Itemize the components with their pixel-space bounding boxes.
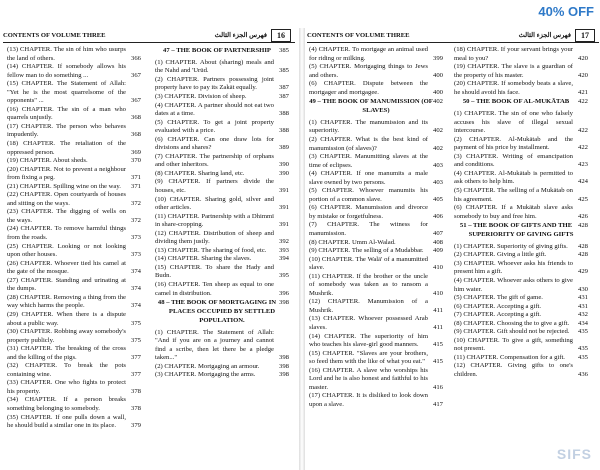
toc-entry-text: (17) CHAPTER. It is disliked to look down upon a slave. bbox=[309, 392, 428, 408]
watermark: SIFS bbox=[556, 446, 592, 462]
toc-entry-page: 378 bbox=[131, 387, 141, 395]
toc-entry[interactable] bbox=[155, 93, 289, 102]
toc-entry-text: (15) CHAPTER. "Slaves are your brothers, so feed them with the like of what you eat." bbox=[309, 349, 428, 366]
toc-entry-text: (8) CHAPTER. Sharing land, etc. bbox=[155, 169, 245, 177]
toc-entry[interactable] bbox=[309, 80, 443, 97]
toc-entry-page: 422 bbox=[578, 144, 588, 152]
toc-entry-text: (10) CHAPTER. Sharing gold, silver and other articles. bbox=[155, 195, 274, 212]
toc-entry-page: 372 bbox=[131, 199, 141, 207]
toc-entry[interactable] bbox=[454, 260, 588, 277]
toc-entry-text: (6) CHAPTER. Accepting a gift. bbox=[454, 302, 542, 310]
toc-entry-page: 422 bbox=[578, 127, 588, 135]
toc-entry[interactable] bbox=[7, 345, 141, 362]
toc-entry-text: (14) CHAPTER. If somebody allows his fellow man to do something ... bbox=[7, 63, 126, 79]
toc-entry-text: (1) CHAPTER. About (sharing) meals and the Nahd and 'Urūd. bbox=[155, 58, 274, 75]
toc-entry[interactable] bbox=[309, 350, 443, 367]
toc-entry-page: 374 bbox=[131, 285, 141, 293]
toc-entry-text: (8) CHAPTER. Umm Al-Walad. bbox=[309, 238, 396, 246]
toc-entry-text: (2) CHAPTER. Partners possessing joint property have to pay its Zakāt equally. bbox=[155, 75, 274, 92]
toc-entry-text: (12) CHAPTER. Giving gifts to one's children. bbox=[454, 362, 573, 378]
toc-entry-page: 391 bbox=[279, 221, 289, 229]
toc-entry-page: 368 bbox=[131, 114, 141, 122]
toc-entry[interactable] bbox=[309, 298, 443, 315]
toc-entry[interactable] bbox=[7, 260, 141, 277]
toc-entry[interactable] bbox=[155, 247, 289, 256]
toc-entry-page: 393 bbox=[279, 246, 289, 254]
toc-entry-page: 402 bbox=[433, 144, 443, 152]
toc-entry-page: 392 bbox=[279, 238, 289, 246]
toc-entry-text: (6) CHAPTER. Manumission and divorce by mistake or forgetfulness. bbox=[309, 204, 428, 220]
toc-entry-text: (21) CHAPTER. Spilling wine on the way. bbox=[7, 182, 121, 190]
toc-entry-page: 375 bbox=[131, 336, 141, 344]
toc-entry[interactable] bbox=[309, 204, 443, 221]
toc-entry-text: (33) CHAPTER. One who fights to protect his property. bbox=[7, 379, 126, 395]
toc-entry-text: (14) CHAPTER. The superiority of him who teaches his slave-girl good manners. bbox=[309, 332, 428, 349]
toc-entry-page: 421 bbox=[578, 88, 588, 96]
toc-entry-text: (20) CHAPTER. If somebody beats a slave, he should avoid his face. bbox=[454, 80, 573, 96]
toc-entry-page: 385 bbox=[279, 67, 289, 75]
toc-entry[interactable] bbox=[454, 110, 588, 136]
toc-entry[interactable] bbox=[454, 187, 588, 204]
toc-entry-text: (5) CHAPTER. To get a joint property evaluated with a price. bbox=[155, 118, 274, 135]
toc-entry-text: (17) CHAPTER. The person who behaves impudently. bbox=[7, 122, 126, 139]
toc-entry[interactable] bbox=[7, 243, 141, 260]
toc-entry-text: (3) CHAPTER. Writing of emancipation and conditions. bbox=[454, 152, 573, 169]
toc-entry[interactable] bbox=[7, 328, 141, 345]
toc-entry-page: 387 bbox=[279, 84, 289, 92]
toc-entry[interactable] bbox=[454, 311, 588, 320]
toc-entry-page: 400 bbox=[433, 71, 443, 79]
toc-entry-page: 366 bbox=[131, 54, 141, 62]
toc-entry[interactable] bbox=[454, 170, 588, 187]
toc-entry-text: (10) CHAPTER. To give a gift, something not present. bbox=[454, 336, 573, 353]
toc-entry-text: (2) CHAPTER. Giving a little gift. bbox=[454, 251, 547, 259]
toc-entry-page: 410 bbox=[433, 264, 443, 272]
toc-entry[interactable] bbox=[309, 119, 443, 136]
toc-entry-text: (18) CHAPTER. If your servant brings your meal to you? bbox=[454, 46, 573, 62]
toc-entry[interactable] bbox=[7, 46, 141, 63]
toc-entry-page: 416 bbox=[433, 383, 443, 391]
toc-entry-text: (30) CHAPTER. Robbing away somebody's property publicly. bbox=[7, 328, 126, 344]
toc-entry-page: 405 bbox=[433, 195, 443, 203]
toc-entry-page: 367 bbox=[131, 97, 141, 105]
toc-entry[interactable] bbox=[309, 392, 443, 409]
toc-entry-page: 396 bbox=[279, 289, 289, 297]
toc-entry-page: 435 bbox=[578, 345, 588, 353]
toc-entry-page: 377 bbox=[131, 353, 141, 361]
toc-entry[interactable] bbox=[7, 183, 141, 192]
toc-entry[interactable] bbox=[454, 63, 588, 80]
right-page-header bbox=[307, 28, 599, 43]
left-page bbox=[3, 28, 295, 470]
left-header-arabic: فهرس الجزء الثالث bbox=[214, 32, 267, 39]
toc-entry[interactable] bbox=[309, 221, 443, 238]
toc-entry-text: (1) CHAPTER. The sin of one who falsely accuses his slave of illegal sexual intercourse. bbox=[454, 110, 573, 135]
toc-entry-page: 403 bbox=[433, 161, 443, 169]
toc-entry-page: 398 bbox=[279, 354, 289, 362]
toc-entry-text: (5) CHAPTER. Mortgaging things to Jews and others. bbox=[309, 63, 428, 79]
toc-entry-page: 436 bbox=[578, 370, 588, 378]
toc-entry[interactable] bbox=[155, 102, 289, 119]
section-heading[interactable] bbox=[454, 98, 588, 107]
toc-entry-page: 429 bbox=[578, 268, 588, 276]
toc-entry-page: 367 bbox=[131, 71, 141, 79]
toc-entry[interactable] bbox=[454, 277, 588, 294]
toc-entry-page: 374 bbox=[131, 302, 141, 310]
toc-entry-page: 415 bbox=[433, 341, 443, 349]
toc-entry[interactable] bbox=[309, 46, 443, 63]
toc-entry-page: 406 bbox=[433, 212, 443, 220]
section-title: 50 – THE BOOK OF AL-MUKĀTAB bbox=[462, 98, 570, 106]
toc-entry[interactable] bbox=[155, 264, 289, 281]
toc-entry-page: 424 bbox=[578, 178, 588, 186]
section-page: 385 bbox=[279, 47, 289, 54]
section-page: 422 bbox=[578, 98, 588, 106]
toc-entry[interactable] bbox=[7, 123, 141, 140]
toc-entry-text: (20) CHAPTER. Not to prevent a neighbour from fixing a peg. bbox=[7, 165, 126, 182]
toc-entry-page: 402 bbox=[433, 127, 443, 135]
toc-entry-text: (1) CHAPTER. The manumission and its superiority. bbox=[309, 118, 428, 135]
section-page: 402 bbox=[433, 98, 443, 106]
toc-entry-text: (9) CHAPTER. Gift should not be rejected. bbox=[454, 328, 570, 336]
toc-entry-page: 423 bbox=[578, 161, 588, 169]
toc-entry[interactable] bbox=[7, 140, 141, 157]
toc-entry-text: (4) CHAPTER. To mortgage an animal used for riding or milking. bbox=[309, 46, 428, 62]
toc-entry-text: (24) CHAPTER. To remove harmful things from the roads. bbox=[7, 225, 126, 242]
toc-entry[interactable] bbox=[155, 363, 289, 372]
toc-entry-page: 368 bbox=[131, 131, 141, 139]
toc-entry-text: (1) CHAPTER. Superiority of giving gifts. bbox=[454, 242, 568, 250]
toc-entry[interactable] bbox=[454, 46, 588, 63]
toc-entry-text: (6) CHAPTER. Dispute between the mortgager and mortgagee. bbox=[309, 80, 428, 96]
toc-entry-text: (35) CHAPTER. If one pulls down a wall, he should build a similar one in its place. bbox=[7, 413, 126, 430]
toc-entry-page: 411 bbox=[433, 324, 443, 331]
toc-entry[interactable] bbox=[155, 153, 289, 170]
toc-entry-page: 399 bbox=[433, 54, 443, 62]
toc-entry-page: 370 bbox=[131, 157, 141, 165]
toc-entry[interactable] bbox=[155, 255, 289, 264]
toc-entry-page: 408 bbox=[433, 238, 443, 246]
toc-entry[interactable] bbox=[7, 191, 141, 208]
toc-entry-page: 434 bbox=[578, 319, 588, 327]
toc-entry-text: (4) CHAPTER. If one manumits a male slave owned by two persons. bbox=[309, 170, 428, 186]
toc-entry-text: (3) CHAPTER. Mortgaging the arms. bbox=[155, 371, 256, 379]
right-page-number: 17 bbox=[575, 29, 595, 42]
toc-entry-page: 394 bbox=[279, 255, 289, 263]
toc-entry[interactable] bbox=[454, 337, 588, 354]
section-heading[interactable] bbox=[309, 98, 443, 116]
toc-entry[interactable] bbox=[454, 294, 588, 303]
left-header-title: CONTENTS OF VOLUME THREE bbox=[3, 31, 106, 39]
toc-entry[interactable] bbox=[7, 208, 141, 225]
toc-entry[interactable] bbox=[309, 273, 443, 299]
toc-entry[interactable] bbox=[155, 59, 289, 76]
toc-entry-page: 398 bbox=[279, 371, 289, 379]
toc-entry-page: 371 bbox=[131, 182, 141, 190]
toc-entry-page: 374 bbox=[131, 268, 141, 276]
toc-entry-text: (22) CHAPTER. Open courtyards of houses and sitting on the ways. bbox=[7, 191, 126, 207]
toc-entry-page: 388 bbox=[279, 110, 289, 118]
right-header-title: CONTENTS OF VOLUME THREE bbox=[307, 31, 410, 39]
toc-entry-page: 390 bbox=[279, 161, 289, 169]
toc-entry-page: 430 bbox=[578, 285, 588, 293]
toc-entry-page: 415 bbox=[433, 358, 443, 366]
toc-entry-page: 369 bbox=[131, 148, 141, 156]
toc-entry-page: 431 bbox=[578, 302, 588, 310]
toc-entry-text: (5) CHAPTER. The gift of game. bbox=[454, 294, 543, 302]
toc-entry-text: (8) CHAPTER. Choosing the to give a gift. bbox=[454, 319, 570, 327]
toc-entry-text: (3) CHAPTER. Division of sheep. bbox=[155, 92, 247, 100]
left-page-header bbox=[3, 28, 295, 43]
toc-entry-text: (19) CHAPTER. The slave is a guardian of the property of his master. bbox=[454, 63, 573, 79]
toc-entry-page: 409 bbox=[433, 247, 443, 255]
toc-entry[interactable] bbox=[454, 251, 588, 260]
toc-entry[interactable] bbox=[309, 256, 443, 273]
section-title: 48 – THE BOOK OF MORTGAGING IN PLACES OCCUPIED BY SETTLED POPULATION. bbox=[157, 299, 277, 324]
toc-entry-page: 431 bbox=[578, 294, 588, 302]
toc-entry[interactable] bbox=[454, 153, 588, 170]
toc-entry[interactable] bbox=[155, 230, 289, 247]
toc-entry[interactable] bbox=[309, 367, 443, 393]
section-title: 47 – THE BOOK OF PARTNERSHIP bbox=[163, 47, 271, 54]
right-header-arabic: فهرس الجزء الثالث bbox=[518, 32, 571, 39]
toc-entry-text: (12) CHAPTER. Manumission of a Mushrik. bbox=[309, 298, 428, 314]
toc-entry-text: (28) CHAPTER. Removing a thing from the way which harms the people. bbox=[7, 293, 126, 310]
toc-entry[interactable] bbox=[454, 243, 588, 252]
toc-entry-page: 400 bbox=[433, 88, 443, 96]
toc-entry-text: (23) CHAPTER. The digging of wells on the ways. bbox=[7, 208, 126, 224]
toc-entry[interactable] bbox=[7, 106, 141, 123]
toc-entry-text: (18) CHAPTER. The retaliation of the oppressed person. bbox=[7, 140, 126, 156]
toc-entry[interactable] bbox=[309, 153, 443, 170]
toc-entry[interactable] bbox=[454, 204, 588, 221]
toc-entry-text: (32) CHAPTER. To break the pots containing wine. bbox=[7, 362, 126, 378]
toc-entry-page: 435 bbox=[578, 353, 588, 361]
toc-entry-page: 377 bbox=[131, 370, 141, 378]
toc-entry-text: (5) CHAPTER. The selling of a Mukātab on his agreement. bbox=[454, 187, 573, 203]
toc-entry[interactable] bbox=[155, 196, 289, 213]
toc-entry-page: 371 bbox=[131, 174, 141, 182]
toc-entry[interactable] bbox=[454, 328, 588, 337]
toc-entry-text: (11) CHAPTER. Partnership with a Dhimmī in share-cropping. bbox=[155, 212, 274, 229]
toc-entry[interactable] bbox=[309, 333, 443, 350]
toc-entry-page: 378 bbox=[131, 404, 141, 412]
toc-entry[interactable] bbox=[7, 414, 141, 431]
toc-entry[interactable] bbox=[309, 136, 443, 153]
toc-entry-page: 373 bbox=[131, 251, 141, 259]
toc-entry[interactable] bbox=[454, 320, 588, 329]
toc-entry[interactable] bbox=[7, 166, 141, 183]
toc-entry-text: (10) CHAPTER. The Walā' of a manumitted slave. bbox=[309, 255, 428, 272]
toc-entry[interactable] bbox=[309, 170, 443, 187]
toc-entry-text: (19) CHAPTER. About sheds. bbox=[7, 157, 88, 165]
toc-entry-page: 403 bbox=[433, 178, 443, 186]
toc-entry[interactable] bbox=[7, 63, 141, 80]
section-heading[interactable] bbox=[155, 47, 289, 56]
toc-entry[interactable] bbox=[155, 170, 289, 179]
toc-entry[interactable] bbox=[454, 362, 588, 379]
toc-entry[interactable] bbox=[454, 354, 588, 363]
toc-entry-text: (7) CHAPTER. The partnership of orphans and other inheritors. bbox=[155, 152, 274, 169]
toc-entry-page: 425 bbox=[578, 195, 588, 203]
toc-entry[interactable] bbox=[309, 315, 443, 332]
right-page bbox=[307, 28, 599, 470]
toc-entry-text: (29) CHAPTER. When there is a dispute about a public way. bbox=[7, 310, 126, 327]
toc-entry-text: (5) CHAPTER. Whoever manumits his portion of a common slave. bbox=[309, 187, 428, 203]
toc-entry-text: (7) CHAPTER. The witness for manumission. bbox=[309, 221, 428, 237]
toc-entry-page: 391 bbox=[279, 204, 289, 212]
toc-entry-text: (7) CHAPTER. Accepting a gift. bbox=[454, 311, 542, 319]
toc-entry-text: (13) CHAPTER. The sin of him who usurps the land of others. bbox=[7, 46, 126, 62]
toc-entry[interactable] bbox=[309, 239, 443, 248]
toc-entry-text: (6) CHAPTER. Can one draw lots for divisions and shares? bbox=[155, 135, 274, 152]
toc-entry-page: 428 bbox=[578, 251, 588, 259]
toc-entry-page: 420 bbox=[578, 54, 588, 62]
toc-entry[interactable] bbox=[155, 281, 289, 298]
toc-entry[interactable] bbox=[309, 63, 443, 80]
toc-entry[interactable] bbox=[7, 396, 141, 413]
toc-entry-text: (16) CHAPTER. A slave who worships his Lord and he is also honest and faithful to his master. bbox=[309, 366, 428, 391]
toc-entry-page: 428 bbox=[578, 242, 588, 250]
section-heading[interactable] bbox=[454, 222, 588, 240]
toc-entry-text: (16) CHAPTER. The sin of a man who quarrels unjustly. bbox=[7, 105, 126, 122]
toc-entry[interactable] bbox=[309, 247, 443, 256]
toc-entry-page: 373 bbox=[131, 234, 141, 242]
section-page: 398 bbox=[279, 299, 289, 307]
toc-entry-text: (4) CHAPTER. A partner should not eat two dates at a time. bbox=[155, 101, 274, 118]
toc-entry-text: (34) CHAPTER. If a person breaks something belonging to somebody. bbox=[7, 396, 126, 412]
toc-entry[interactable] bbox=[7, 225, 141, 242]
toc-entry-text: (2) CHAPTER. Al-Mukātab and the payment of his price by installment. bbox=[454, 135, 573, 152]
toc-entry-page: 379 bbox=[131, 422, 141, 430]
toc-entry[interactable] bbox=[454, 136, 588, 153]
right-column-1 bbox=[309, 46, 443, 409]
toc-entry-text: (25) CHAPTER. Looking or not looking upon other houses. bbox=[7, 242, 126, 259]
sale-badge[interactable]: 40% OFF bbox=[538, 4, 594, 19]
toc-entry-page: 417 bbox=[433, 400, 443, 408]
toc-entry-text: (31) CHAPTER. The breaking of the cross and the killing of the pigs. bbox=[7, 345, 126, 361]
toc-entry-text: (26) CHAPTER. Whoever tied his camel at the gate of the mosque. bbox=[7, 259, 126, 276]
toc-entry[interactable] bbox=[7, 80, 141, 106]
book-gutter bbox=[299, 28, 305, 470]
toc-entry-page: 389 bbox=[279, 144, 289, 152]
toc-entry[interactable] bbox=[155, 136, 289, 153]
toc-entry[interactable] bbox=[7, 362, 141, 379]
toc-entry-page: 372 bbox=[131, 216, 141, 224]
toc-entry[interactable] bbox=[7, 294, 141, 311]
toc-entry-page: 390 bbox=[279, 169, 289, 177]
toc-entry-page: 398 bbox=[279, 362, 289, 370]
toc-entry[interactable] bbox=[454, 303, 588, 312]
section-heading[interactable] bbox=[155, 299, 289, 325]
toc-entry-text: (11) CHAPTER. If the brother or the uncle of somebody was taken as to ransom a Mushrik. bbox=[309, 272, 428, 297]
toc-entry-page: 411 bbox=[433, 306, 443, 314]
toc-entry-text: (15) CHAPTER. To share the Hady and Budn. bbox=[155, 263, 274, 280]
toc-entry-page: 410 bbox=[433, 289, 443, 297]
toc-entry-page: 395 bbox=[279, 272, 289, 280]
toc-entry-text: (4) CHAPTER. Al-Mukātab is permitted to ask others to help him. bbox=[454, 169, 573, 186]
toc-entry[interactable] bbox=[7, 379, 141, 396]
toc-entry-text: (4) CHAPTER. Whoever asks others to give him water. bbox=[454, 276, 573, 293]
toc-entry[interactable] bbox=[7, 277, 141, 294]
section-title: 49 – THE BOOK OF MANUMISSION (OF SLAVES) bbox=[309, 98, 433, 115]
toc-entry-page: 387 bbox=[279, 92, 289, 100]
toc-entry-text: (9) CHAPTER. If partners divide the houses, etc. bbox=[155, 178, 274, 194]
toc-entry-text: (9) CHAPTER. The selling of a Mudabbar. bbox=[309, 247, 424, 255]
toc-entry[interactable] bbox=[7, 157, 141, 166]
left-column-1 bbox=[7, 46, 141, 431]
toc-entry[interactable] bbox=[454, 80, 588, 97]
toc-entry-page: 375 bbox=[131, 319, 141, 327]
toc-entry-page: 426 bbox=[578, 212, 588, 220]
section-title: 51 – THE BOOK OF GIFTS AND THE SUPERIORITY OF GIVING GIFTS bbox=[459, 222, 574, 238]
toc-entry[interactable] bbox=[7, 311, 141, 328]
toc-entry[interactable] bbox=[155, 178, 289, 195]
toc-entry-text: (1) CHAPTER. The Statement of Allah: "And if you are on a journey and cannot find a scribe, then let there be a pledge taken..." bbox=[155, 328, 274, 362]
toc-entry-page: 388 bbox=[279, 127, 289, 135]
toc-entry-text: (27) CHAPTER. Standing and urinating at the dumps. bbox=[7, 276, 126, 293]
left-column-2 bbox=[155, 46, 289, 380]
toc-entry-text: (2) CHAPTER. What is the best kind of manumission (of slaves)? bbox=[309, 135, 428, 152]
toc-entry-page: 420 bbox=[578, 71, 588, 79]
toc-entry-page: 391 bbox=[279, 187, 289, 194]
toc-entry[interactable] bbox=[155, 371, 289, 380]
toc-entry-text: (13) CHAPTER. The sharing of food, etc. bbox=[155, 246, 267, 254]
toc-entry[interactable] bbox=[155, 329, 289, 363]
toc-entry-text: (14) CHAPTER. Sharing the slaves. bbox=[155, 255, 252, 263]
toc-entry-text: (12) CHAPTER. Distribution of sheep and dividing them justly. bbox=[155, 229, 274, 246]
toc-entry-text: (3) CHAPTER. Whoever asks his friends to present him a gift. bbox=[454, 259, 573, 276]
toc-entry-text: (3) CHAPTER. Manumitting slaves at the time of eclipses. bbox=[309, 153, 428, 169]
toc-entry-page: 432 bbox=[578, 311, 588, 319]
toc-entry-page: 435 bbox=[578, 328, 588, 336]
toc-entry[interactable] bbox=[155, 213, 289, 230]
left-page-number: 16 bbox=[271, 29, 291, 42]
toc-entry-text: (11) CHAPTER. Compensation for a gift. bbox=[454, 353, 565, 361]
section-page: 428 bbox=[578, 222, 588, 230]
toc-entry-page: 407 bbox=[433, 229, 443, 237]
toc-entry[interactable] bbox=[309, 187, 443, 204]
toc-entry-text: (15) CHAPTER. The Statement of Allah: "Yet he is the most quarrelsome of the opponents" ... bbox=[7, 80, 126, 105]
toc-entry-text: (16) CHAPTER. Ten sheep as equal to one camel in distribution. bbox=[155, 281, 274, 297]
right-column-2 bbox=[454, 46, 588, 380]
toc-entry[interactable] bbox=[155, 119, 289, 136]
toc-entry-text: (6) CHAPTER. If a Mukātab slave asks somebody to buy and free him. bbox=[454, 204, 573, 220]
toc-entry[interactable] bbox=[155, 76, 289, 93]
toc-entry-text: (13) CHAPTER. Whoever possessed Arab slaves. bbox=[309, 315, 428, 331]
toc-entry-text: (2) CHAPTER. Mortgaging an armour. bbox=[155, 362, 260, 370]
